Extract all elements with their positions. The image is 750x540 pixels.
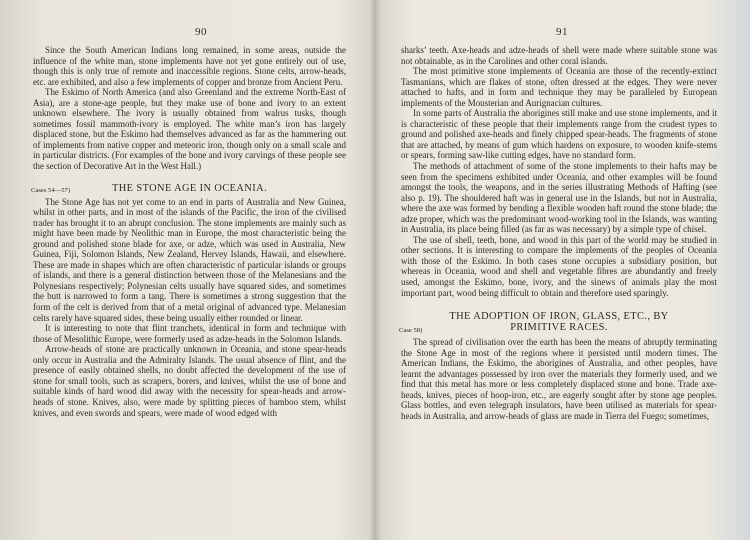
- paragraph: Since the South American Indians long remained, in some areas, outside the influence of the white man, stone implements have not yet gone entirely out of use, though this is only true of remote and inaccessible regions. Stone celts, arrow-heads, etc. are exhibited, and also a few implements of copper and bronze from Ancient Peru.: [33, 45, 346, 87]
- paragraph: sharks’ teeth. Axe-heads and adze-heads of shell were made where suitable stone was not obtainable, as in the Carolines and other coral islands.: [401, 45, 717, 66]
- case-reference: Cases 54—57): [31, 186, 71, 194]
- section-title: THE STONE AGE IN OCEANIA.: [112, 182, 267, 194]
- page-number: 91: [556, 26, 568, 38]
- paragraph: The methods of attachment of some of the stone implements to their hafts may be seen from the specimens exhibited under Oceania, and other examples will be found amongst the tools, the weapons, and in the series illustrating Methods of Hafting (see also p. 19). The shouldered haft was in general use in the Islands, but not in Australia, where the axe was formed by bending a flexible wooden haft round the stone blade; the adze proper, which was the predominant wood-working tool in the Islands, was wanting in Australia, its place being filled (as far as was necessary) by a simple type of chisel.: [401, 161, 717, 235]
- section-title-line-2: PRIMITIVE RACES.: [510, 322, 608, 334]
- section-heading: [401, 311, 717, 333]
- paragraph: The Stone Age has not yet come to an end in parts of Australia and New Guinea, whilst in other parts, and in most of the islands of the Pacific, the iron of the civilised trader has brought it to an abrupt conclusion. The stone implements are mainly such as might have been made by Neolithic man in Europe, the most characteristic being the ground and polished stone blade for axe, or adze, which was used in Australia, New Guinea, Fiji, Solomon Islands, New Zealand, Hervey Islands, Hawaii, and elsewhere. These are made in shapes which are often characteristic of particular islands or groups of islands, and there is a general distinction between those of the Melanesians and the Polynesians respectively; Polynesian celts usually have squared sides, and sometimes the butt is narrowed to form a tang. There is sometimes a strong suggestion that the form of the celt is derived from that of a metal original of advanced type. Melanesian celts rarely have squared sides, these being usually either rounded or linear.: [33, 196, 346, 323]
- right-page: [375, 0, 750, 540]
- section-title-line-1: THE ADOPTION OF IRON, GLASS, ETC., BY: [449, 311, 669, 323]
- paragraph: The spread of civilisation over the earth has been the means of abruptly terminating the Stone Age in most of the regions where it persisted until modern times. The American Indians, the Eskimo, the aborigines of Australia, and other peoples, have learnt the advantages possessed by iron over the materials they formerly used, and we find that this metal has more or less completely displaced stone and bone. Trade axe-heads, knives, pieces of hoop-iron, etc., are eagerly sought after by stone age peoples. Glass bottles, and even telegraph insulators, have been utilised as materials for spear-heads in Australia, and arrow-heads of glass are made in Tierra del Fuego; sometimes,: [401, 337, 717, 421]
- paragraph: The Eskimo of North America (and also Greenland and the extreme North-East of Asia), are a stone-age people, but they make use of bone and ivory to an extent unknown elsewhere. The ivory is usually obtained from walrus tusks, though sometimes fossil mammoth-ivory is employed. The white man’s iron has largely displaced stone, but the Eskimo had themselves advanced as far as the hammering out of implements from native copper and meteoric iron, though only on a small scale and in particular districts. (For examples of the bone and ivory carvings of these people see the section of Decorative Art in the West Hall.): [33, 87, 346, 172]
- page-text: [33, 45, 346, 418]
- paragraph: The most primitive stone implements of Oceania are those of the recently-extinct Tasmanians, which are flakes of stone, often dressed at the edges. They were never attached to hafts, and in form and technique they may be paralleled by European implements of the Mousterian and Aurignacian cultures.: [401, 66, 717, 108]
- paragraph: The use of shell, teeth, bone, and wood in this part of the world may be studied in other sections. It is interesting to compare the implements of the peoples of Oceania with those of the Eskimo. In both cases stone occupies a subsidiary position, but whereas in Oceania, wood and shell and vegetable fibres are abundantly and freely used, amongst the Eskimo, bone, ivory, and the sinews of animals play the most important part, wood being difficult to obtain and therefore used sparingly.: [401, 234, 717, 298]
- paragraph: In some parts of Australia the aborigines still make and use stone implements, and it is characteristic of these people that their implements range from the crudest types to ground and polished axe-heads and finely chipped spear-heads. The fragments of stone that are attached, by means of gum which hardens on exposure, to wooden knife-stems or spears, forming saw-like cutting edges, have no standard form.: [401, 108, 717, 161]
- paragraph: It is interesting to note that flint tranchets, identical in form and technique with those of Mesolithic Europe, were formerly used as adze-heads in the Solomon Islands.: [33, 323, 346, 344]
- paragraph: Arrow-heads of stone are practically unknown in Oceania, and stone spear-heads only occur in Australia and the Admiralty Islands. The usual absence of flint, and the presence of easily obtained shells, no doubt affected the development of the use of stone for small tools, such as scrapers, borers, and knives, whilst the use of bone and suitable kinds of hard wood did away with the necessity for spear-heads and arrow-heads of stone. Knives, also, were made by splitting pieces of bamboo stem, whilst knives, and even swords and spears, were made of wood edged with: [33, 344, 346, 418]
- case-reference: Case 58): [399, 327, 423, 335]
- page-text: [401, 45, 717, 422]
- section-heading: [33, 183, 346, 194]
- page-number: 90: [195, 26, 207, 38]
